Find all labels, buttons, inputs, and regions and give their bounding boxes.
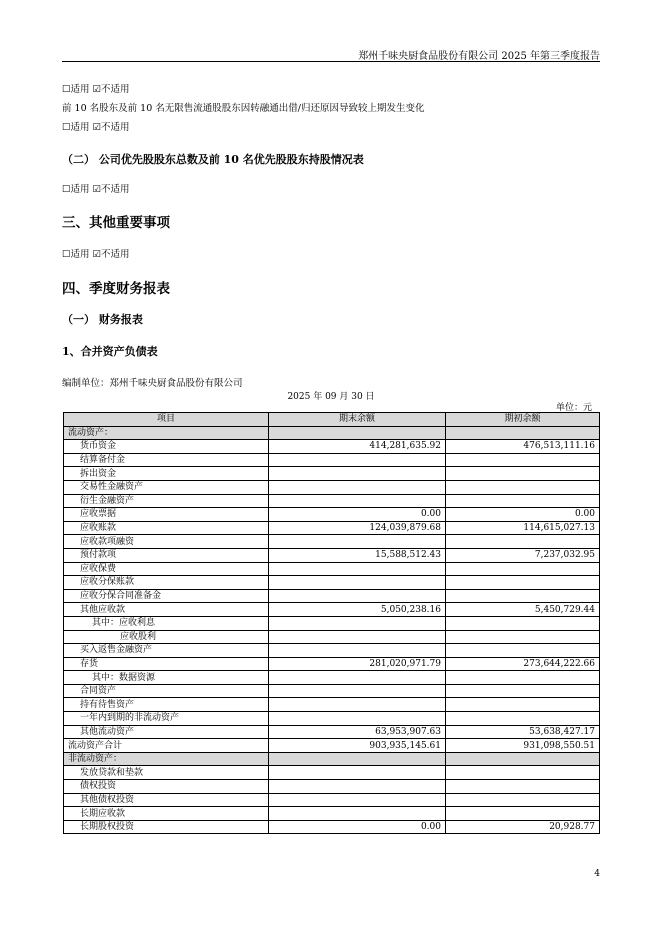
paragraph-text: 前 10 名股东及前 10 名无限售流通股股东因转融通出借/归还原因导致较上期发生变化: [62, 103, 425, 114]
row-begin-balance: [446, 494, 600, 508]
row-end-balance: 5,050,238.16: [269, 603, 446, 617]
table-row: [64, 739, 600, 753]
row-item-label: 其中：数据资源: [64, 671, 269, 685]
table-row: [64, 426, 600, 440]
section-heading: 三、其他重要事项: [62, 215, 170, 231]
applicability-line: ☐适用 ☑不适用: [62, 249, 130, 260]
row-end-balance: [269, 766, 446, 780]
row-begin-balance: [446, 793, 600, 807]
row-begin-balance: [446, 684, 600, 698]
row-item-label: 买入返售金融资产: [64, 644, 269, 658]
row-item-label: 应收股利: [64, 630, 269, 644]
row-item-label: 衍生金融资产: [64, 494, 269, 508]
row-end-balance: [269, 671, 446, 685]
row-end-balance: [269, 752, 446, 766]
row-begin-balance: [446, 807, 600, 821]
row-end-balance: [269, 712, 446, 726]
applicability-line: ☐适用 ☑不适用: [62, 122, 130, 133]
row-end-balance: [269, 616, 446, 630]
row-end-balance: [269, 793, 446, 807]
row-end-balance: [269, 480, 446, 494]
row-begin-balance: [446, 698, 600, 712]
table-row: [64, 480, 600, 494]
section-heading: （二） 公司优先股股东总数及前 10 名优先股股东持股情况表: [62, 153, 364, 166]
row-end-balance: [269, 684, 446, 698]
row-begin-balance: 20,928.77: [446, 820, 600, 834]
table-row: [64, 494, 600, 508]
column-header-item: 项目: [64, 413, 269, 427]
row-end-balance: 124,039,879.68: [269, 521, 446, 535]
row-begin-balance: [446, 535, 600, 549]
table-row: [64, 807, 600, 821]
row-item-label: 应收票据: [64, 508, 269, 522]
row-begin-balance: [446, 426, 600, 440]
table-row: [64, 725, 600, 739]
row-item-label: 拆出资金: [64, 467, 269, 481]
table-row: [64, 548, 600, 562]
table-row: [64, 603, 600, 617]
table-row: [64, 712, 600, 726]
table-row: [64, 820, 600, 834]
row-begin-balance: [446, 616, 600, 630]
row-begin-balance: [446, 562, 600, 576]
row-begin-balance: 931,098,550.51: [446, 739, 600, 753]
row-item-label: 一年内到期的非流动资产: [64, 712, 269, 726]
column-header-begin-balance: 期初余额: [446, 413, 600, 427]
row-item-label: 结算备付金: [64, 453, 269, 467]
row-end-balance: [269, 453, 446, 467]
table-row: [64, 440, 600, 454]
balance-sheet-table: [63, 412, 600, 834]
row-begin-balance: [446, 766, 600, 780]
table-row: [64, 780, 600, 794]
row-end-balance: 15,588,512.43: [269, 548, 446, 562]
table-row: [64, 508, 600, 522]
row-end-balance: 63,953,907.63: [269, 725, 446, 739]
row-item-label: 债权投资: [64, 780, 269, 794]
table-row: [64, 671, 600, 685]
table-row: [64, 657, 600, 671]
row-item-label: 流动资产：: [64, 426, 269, 440]
row-item-label: 预付款项: [64, 548, 269, 562]
row-item-label: 应收账款: [64, 521, 269, 535]
table-row: [64, 630, 600, 644]
row-end-balance: [269, 535, 446, 549]
applicability-line: ☐适用 ☑不适用: [62, 84, 130, 95]
header-divider: [62, 61, 600, 62]
row-item-label: 长期股权投资: [64, 820, 269, 834]
row-begin-balance: [446, 712, 600, 726]
row-begin-balance: 53,638,427.17: [446, 725, 600, 739]
row-begin-balance: 0.00: [446, 508, 600, 522]
row-item-label: 持有待售资产: [64, 698, 269, 712]
row-begin-balance: 5,450,729.44: [446, 603, 600, 617]
row-end-balance: 0.00: [269, 820, 446, 834]
row-end-balance: [269, 467, 446, 481]
row-begin-balance: [446, 480, 600, 494]
table-row: [64, 698, 600, 712]
subsection-heading: （一） 财务报表: [62, 313, 143, 326]
row-item-label: 应收保费: [64, 562, 269, 576]
row-item-label: 货币资金: [64, 440, 269, 454]
company-label: 编制单位：郑州千味央厨食品股份有限公司: [62, 378, 243, 389]
table-row: [64, 467, 600, 481]
table-row: [64, 793, 600, 807]
table-row: [64, 644, 600, 658]
row-begin-balance: 476,513,111.16: [446, 440, 600, 454]
row-end-balance: [269, 807, 446, 821]
row-begin-balance: [446, 671, 600, 685]
row-item-label: 交易性金融资产: [64, 480, 269, 494]
row-begin-balance: [446, 780, 600, 794]
row-item-label: 其他应收款: [64, 603, 269, 617]
row-begin-balance: [446, 576, 600, 590]
row-item-label: 流动资产合计: [64, 739, 269, 753]
row-item-label: 应收分保账款: [64, 576, 269, 590]
page-number: 4: [594, 869, 600, 879]
table-row: [64, 752, 600, 766]
row-end-balance: [269, 780, 446, 794]
row-end-balance: [269, 494, 446, 508]
table-row: [64, 616, 600, 630]
row-item-label: 应收款项融资: [64, 535, 269, 549]
table-row: [64, 535, 600, 549]
subsection-heading: 1、合并资产负债表: [62, 345, 158, 358]
row-item-label: 非流动资产：: [64, 752, 269, 766]
row-item-label: 应收分保合同准备金: [64, 589, 269, 603]
row-item-label: 其中：应收利息: [64, 616, 269, 630]
row-end-balance: 903,935,145.61: [269, 739, 446, 753]
row-begin-balance: [446, 589, 600, 603]
row-end-balance: [269, 576, 446, 590]
table-row: [64, 589, 600, 603]
row-end-balance: [269, 589, 446, 603]
row-end-balance: [269, 630, 446, 644]
page-header-title: 郑州千味央厨食品股份有限公司 2025 年第三季度报告: [358, 51, 600, 62]
row-begin-balance: 114,615,027.13: [446, 521, 600, 535]
column-header-end-balance: 期末余额: [269, 413, 446, 427]
row-item-label: 其他流动资产: [64, 725, 269, 739]
row-end-balance: [269, 644, 446, 658]
row-end-balance: [269, 698, 446, 712]
row-begin-balance: [446, 453, 600, 467]
table-row: [64, 521, 600, 535]
row-begin-balance: 7,237,032.95: [446, 548, 600, 562]
row-item-label: 存货: [64, 657, 269, 671]
row-end-balance: 414,281,635.92: [269, 440, 446, 454]
section-heading: 四、季度财务报表: [62, 281, 170, 297]
table-row: [64, 453, 600, 467]
table-row: [64, 562, 600, 576]
row-begin-balance: [446, 644, 600, 658]
row-end-balance: 281,020,971.79: [269, 657, 446, 671]
row-begin-balance: 273,644,222.66: [446, 657, 600, 671]
applicability-line: ☐适用 ☑不适用: [62, 184, 130, 195]
row-item-label: 长期应收款: [64, 807, 269, 821]
unit-label: 单位：元: [555, 403, 592, 413]
row-end-balance: [269, 562, 446, 576]
row-item-label: 合同资产: [64, 684, 269, 698]
table-header-row: [64, 413, 600, 427]
row-item-label: 其他债权投资: [64, 793, 269, 807]
table-row: [64, 684, 600, 698]
report-date: 2025 年 09 月 30 日: [287, 392, 375, 402]
row-end-balance: [269, 426, 446, 440]
table-row: [64, 766, 600, 780]
row-begin-balance: [446, 467, 600, 481]
row-begin-balance: [446, 752, 600, 766]
row-end-balance: 0.00: [269, 508, 446, 522]
table-row: [64, 576, 600, 590]
row-item-label: 发放贷款和垫款: [64, 766, 269, 780]
row-begin-balance: [446, 630, 600, 644]
